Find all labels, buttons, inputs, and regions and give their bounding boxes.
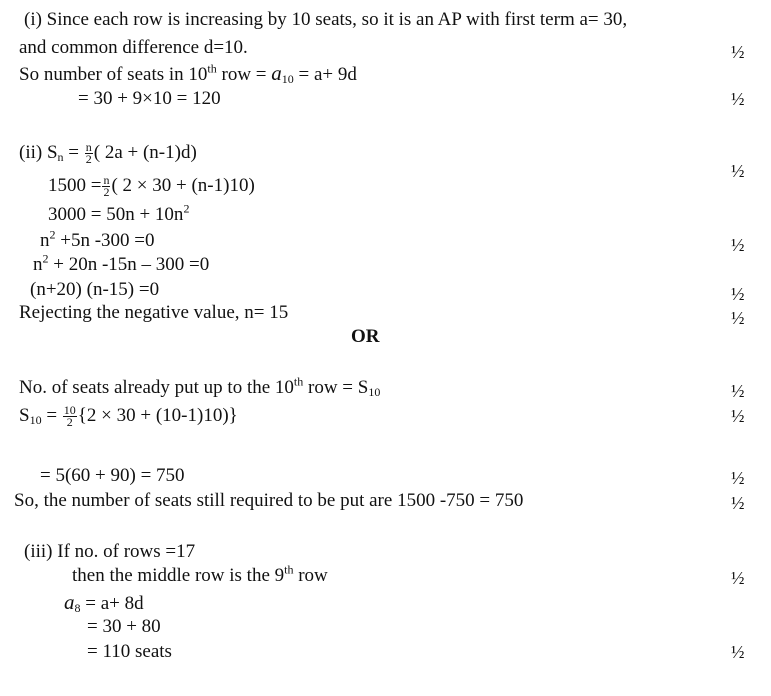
part-i-line-4: [78, 88, 221, 110]
superscript: th: [293, 374, 304, 389]
part-iii-line-4: [87, 616, 161, 638]
text: = 30 + 80: [87, 616, 161, 637]
text: =: [41, 405, 62, 426]
or-line-1: [19, 374, 381, 399]
text: So, the number of seats still required to be put are 1500 -750 = 750: [14, 490, 524, 511]
text: No. of seats already put up to the 10: [19, 377, 294, 398]
fraction: [85, 142, 93, 165]
text: 3000 = 50n + 10n: [48, 204, 184, 225]
part-ii-line-7: [19, 302, 288, 324]
text: (ii) S: [19, 142, 58, 163]
subscript: 10: [29, 413, 42, 427]
denominator: 2: [66, 415, 73, 430]
math-variable: a: [64, 590, 75, 614]
subscript: 10: [368, 385, 381, 399]
text: ( 2 × 30 + (n-1)10): [111, 175, 255, 196]
text: (i) Since each row is increasing by 10 seats, so it is an AP with first term a= 30,: [24, 9, 628, 30]
part-iii-line-5: [87, 641, 172, 663]
math-variable: a: [271, 61, 282, 85]
part-i-line-2: [19, 37, 248, 59]
fraction: [63, 405, 77, 428]
text: + 20n -15n – 300 =0: [48, 254, 210, 275]
half-mark: ½: [731, 468, 745, 488]
denominator: 2: [85, 152, 92, 167]
text: {2 × 30 + (10-1)10)}: [77, 405, 238, 426]
half-mark: ½: [731, 493, 745, 513]
subscript: n: [57, 150, 64, 164]
half-mark: ½: [731, 42, 745, 62]
text: = 30 + 9×10 = 120: [78, 88, 221, 109]
half-mark: ½: [731, 284, 745, 304]
part-iii-line-1: [24, 541, 195, 563]
or-line-4: [14, 490, 523, 512]
superscript: th: [284, 562, 294, 577]
text: S: [19, 405, 30, 426]
text: 1500 =: [48, 175, 102, 196]
text: +5n -300 =0: [55, 230, 155, 251]
half-mark: ½: [731, 89, 745, 109]
text: row = S: [303, 377, 369, 398]
numerator: n: [103, 173, 110, 188]
fraction: [102, 175, 110, 198]
text: row =: [216, 64, 272, 85]
superscript: 2: [42, 251, 49, 266]
text: = 5(60 + 90) = 750: [40, 465, 185, 486]
half-mark: ½: [731, 642, 745, 662]
text: then the middle row is the 9: [72, 565, 285, 586]
text: = a+ 8d: [80, 593, 144, 614]
text: n: [40, 230, 50, 251]
superscript: 2: [49, 227, 56, 242]
part-ii-line-4: [40, 227, 155, 252]
half-mark: ½: [731, 381, 745, 401]
numerator: n: [85, 140, 92, 155]
superscript: th: [207, 61, 217, 76]
superscript: 2: [183, 201, 190, 216]
half-mark: ½: [731, 406, 745, 426]
part-iii-line-2: [72, 562, 328, 587]
text: So number of seats in 10: [19, 64, 208, 85]
part-iii-line-3: [64, 591, 144, 615]
half-mark: ½: [731, 235, 745, 255]
or-line-2: [19, 405, 238, 428]
text: = a+ 9d: [293, 64, 357, 85]
text: n: [33, 254, 43, 275]
subscript: 8: [74, 601, 81, 615]
part-ii-line-3: [48, 201, 190, 226]
part-i-line-3: [19, 62, 357, 86]
half-mark: ½: [731, 161, 745, 181]
text: Rejecting the negative value, n= 15: [19, 302, 289, 323]
part-ii-line-1: [19, 142, 197, 165]
text: (n+20) (n-15) =0: [30, 279, 160, 300]
or-line-3: [40, 465, 185, 487]
part-ii-line-6: [30, 279, 159, 301]
text: and common difference d=10.: [19, 37, 248, 58]
text: =: [63, 142, 84, 163]
text: = 110 seats: [87, 641, 172, 662]
denominator: 2: [103, 185, 110, 200]
part-ii-line-5: [33, 251, 210, 276]
text: (iii) If no. of rows =17: [24, 541, 196, 562]
half-mark: ½: [731, 308, 745, 328]
part-ii-line-2: [48, 175, 255, 198]
part-i-line-1: [24, 9, 627, 31]
or-heading: OR: [351, 326, 380, 347]
text: ( 2a + (n-1)d): [93, 142, 197, 163]
half-mark: ½: [731, 568, 745, 588]
text: row: [293, 565, 328, 586]
numerator: 10: [63, 403, 76, 418]
subscript: 10: [281, 72, 294, 86]
